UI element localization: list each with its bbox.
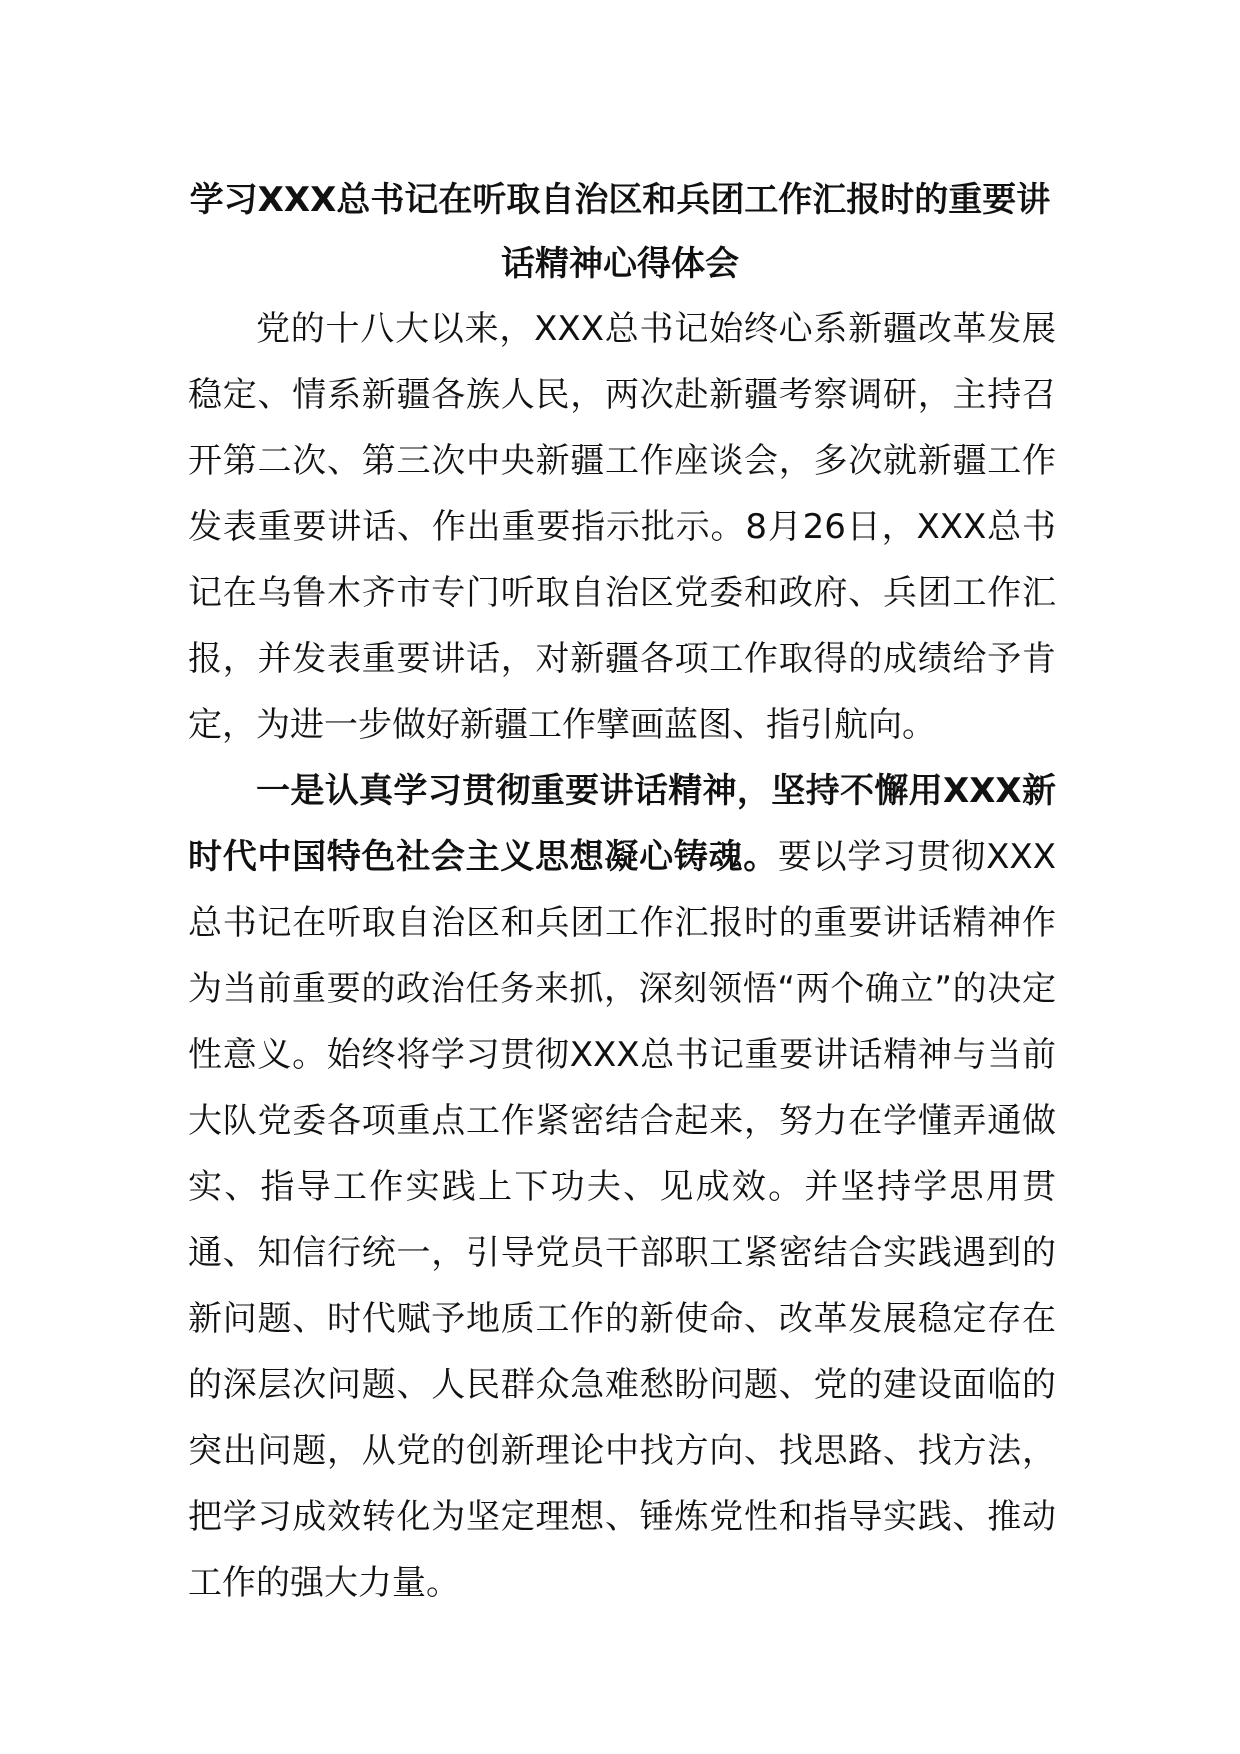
paragraph-point-one	[188, 758, 1056, 1616]
paragraph-intro	[188, 296, 1056, 758]
document-body	[188, 296, 1056, 1616]
document-title: 学习XXX总书记在听取自治区和兵团工作汇报时的重要讲话精神心得体会	[189, 180, 1051, 284]
paragraph-point-one-lead: 一是认真学习贯彻重要讲话精神，坚持不懈用XXX新时代中国特色社会主义思想凝心铸魂。	[188, 771, 1056, 877]
paragraph-point-one-text: 要以学习贯彻XXX总书记在听取自治区和兵团工作汇报时的重要讲话精神作为当前重要的政治任务来抓，深刻领悟“两个确立”的决定性意义。始终将学习贯彻XXX总书记重要讲话精神与当前大队党委各项重点工作紧密结合起来，努力在学懂弄通做实、指导工作实践上下功夫、见成效。并坚持学思用贯通、知信行统一，引导党员干部职工紧密结合实践遇到的新问题、时代赋予地质工作的新使命、改革发展稳定存在的深层次问题、人民群众急难愁盼问题、党的建设面临的突出问题，从党的创新理论中找方向、找思路、找方法，把学习成效转化为坚定理想、锤炼党性和指导实践、推动工作的强大力量。	[188, 837, 1056, 1603]
paragraph-intro-text: 党的十八大以来，XXX总书记始终心系新疆改革发展稳定、情系新疆各族人民，两次赴新疆考察调研，主持召开第二次、第三次中央新疆工作座谈会，多次就新疆工作发表重要讲话、作出重要指示批示。8月26日，XXX总书记在乌鲁木齐市专门听取自治区党委和政府、兵团工作汇报，并发表重要讲话，对新疆各项工作取得的成绩给予肯定，为进一步做好新疆工作擘画蓝图、指引航向。	[188, 309, 1056, 745]
